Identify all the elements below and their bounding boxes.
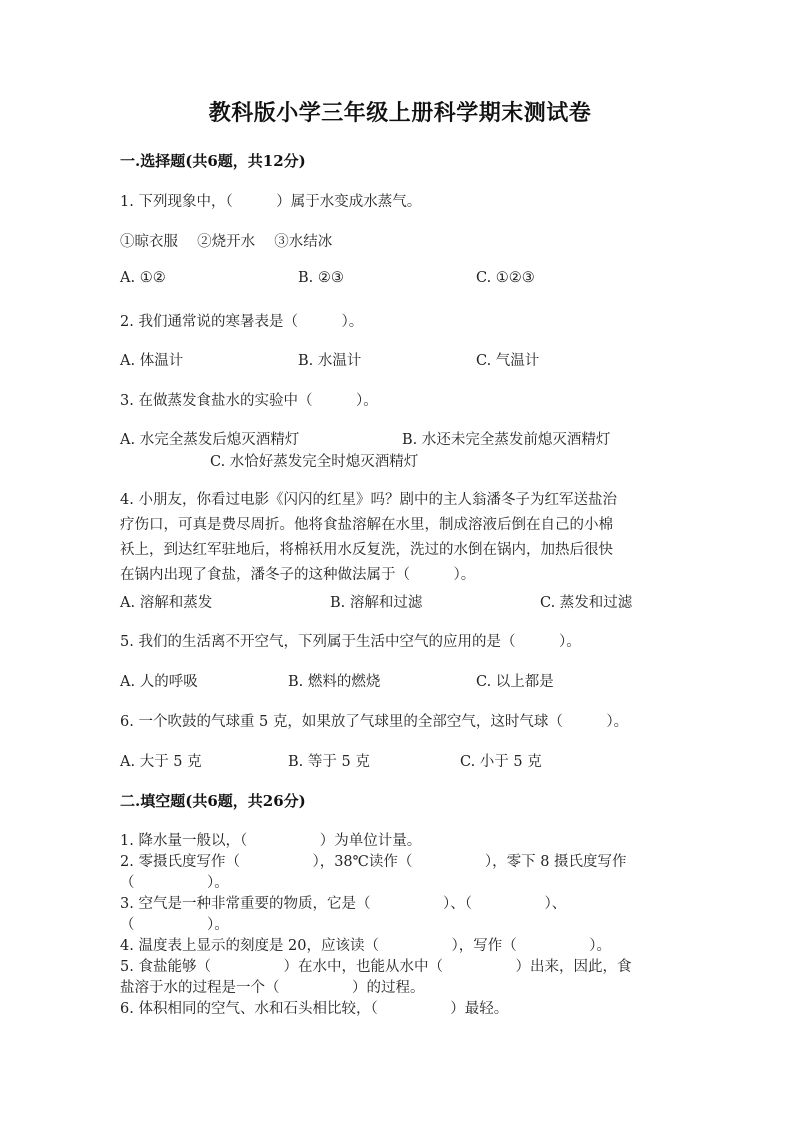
question-stem: 2. 我们通常说的寒暑表是（ ）。 (120, 314, 364, 330)
section-heading-fill: 二.填空题(共6题，共26分) (120, 792, 306, 810)
option-b[interactable]: B. 水温计 (298, 353, 362, 369)
option-c[interactable]: C. 小于 5 克 (460, 754, 542, 770)
option-a[interactable]: A. 大于 5 克 (120, 754, 202, 770)
question-stem: 5. 我们的生活离不开空气，下列属于生活中空气的应用的是（ ）。 (120, 634, 581, 650)
fill-line: 4. 温度表上显示的刻度是 20，应该读（ ），写作（ ）。 (120, 938, 612, 954)
option-c[interactable]: C. 气温计 (476, 353, 540, 369)
option-a[interactable]: A. 体温计 (120, 353, 184, 369)
option-b[interactable]: B. 等于 5 克 (288, 754, 370, 770)
option-b[interactable]: B. 溶解和过滤 (330, 595, 423, 611)
option-c[interactable]: C. 水恰好蒸发完全时熄灭酒精灯 (210, 454, 419, 470)
question-stem-line: 疗伤口，可真是费尽周折。他将食盐溶解在水里，制成溶液后倒在自己的小棉 (120, 517, 613, 533)
question-extra: ①晾衣服 ②烧开水 ③水结冰 (120, 234, 333, 250)
option-a[interactable]: A. 人的呼吸 (120, 674, 198, 690)
option-c[interactable]: C. 以上都是 (476, 674, 554, 690)
fill-line: 6. 体积相同的空气、水和石头相比较，（ ）最轻。 (120, 1001, 509, 1017)
fill-line: （ ）。 (120, 875, 229, 891)
fill-line: 盐溶于水的过程是一个（ ）的过程。 (120, 980, 425, 996)
fill-line: （ ）。 (120, 917, 229, 933)
option-a[interactable]: A. 溶解和蒸发 (120, 595, 213, 611)
question-stem: 6. 一个吹鼓的气球重 5 克，如果放了气球里的全部空气，这时气球（ ）。 (120, 714, 629, 730)
option-c[interactable]: C. ①②③ (476, 270, 535, 286)
fill-line: 5. 食盐能够（ ）在水中，也能从水中（ ）出来，因此，食 (120, 959, 632, 975)
option-b[interactable]: B. 水还未完全蒸发前熄灭酒精灯 (402, 432, 611, 448)
question-stem: 3. 在做蒸发食盐水的实验中（ ）。 (120, 393, 378, 409)
question-stem-line: 4. 小朋友，你看过电影《闪闪的红星》吗？剧中的主人翁潘冬子为红军送盐治 (120, 492, 617, 508)
option-b[interactable]: B. 燃料的燃烧 (288, 674, 381, 690)
question-stem: 1. 下列现象中，（ ）属于水变成水蒸气。 (120, 194, 422, 210)
option-a[interactable]: A. 水完全蒸发后熄灭酒精灯 (120, 432, 300, 448)
fill-line: 3. 空气是一种非常重要的物质，它是（ ）、（ ）、 (120, 896, 567, 912)
question-stem-line: 袄上，到达红军驻地后，将棉袄用水反复洗，洗过的水倒在锅内，加热后很快 (120, 542, 613, 558)
option-b[interactable]: B. ②③ (298, 270, 344, 286)
option-c[interactable]: C. 蒸发和过滤 (540, 595, 633, 611)
fill-line: 1. 降水量一般以，（ ）为单位计量。 (120, 833, 422, 849)
option-a[interactable]: A. ①② (120, 270, 166, 286)
page-title: 教科版小学三年级上册科学期末测试卷 (208, 100, 592, 126)
question-stem-line: 在锅内出现了食盐，潘冬子的这种做法属于（ ）。 (120, 567, 476, 583)
section-heading-choice: 一.选择题(共6题，共12分) (120, 152, 306, 170)
fill-line: 2. 零摄氏度写作（ ），38℃读作（ ），零下 8 摄氏度写作 (120, 854, 627, 870)
